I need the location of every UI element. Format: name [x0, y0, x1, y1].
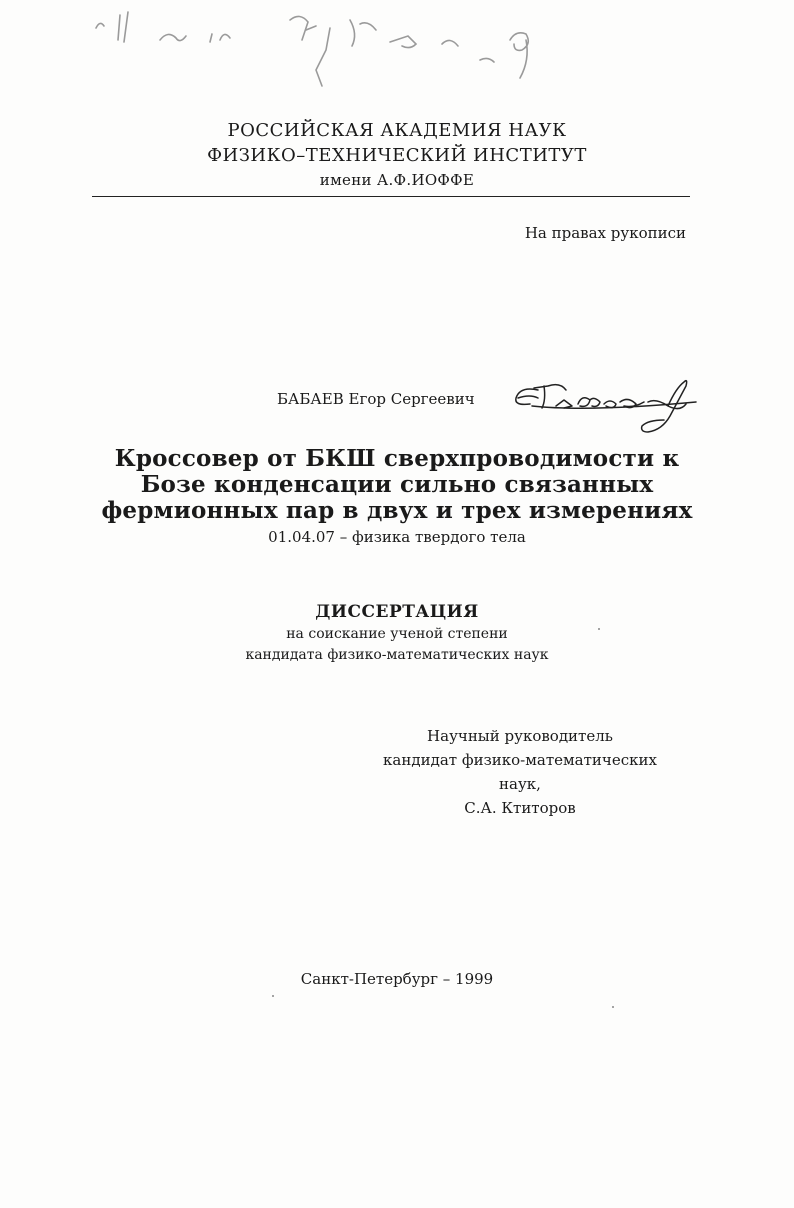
- supervisor-block: [360, 724, 680, 820]
- author-name: БАБАЕВ Егор Сергеевич: [277, 390, 475, 408]
- city-and-year: Санкт-Петербург – 1999: [300, 970, 494, 988]
- thesis-heading: ДИССЕРТАЦИЯ: [315, 602, 479, 622]
- header-divider: [92, 196, 690, 197]
- institute-name: ФИЗИКО–ТЕХНИЧЕСКИЙ ИНСТИТУТ: [207, 145, 587, 166]
- thesis-purpose: на соискание ученой степени: [286, 626, 508, 642]
- thesis-block: [0, 602, 794, 666]
- rights-note: На правах рукописи: [524, 224, 686, 242]
- supervisor-name: С.А. Ктиторов: [464, 799, 576, 817]
- supervisor-role: Научный руководитель: [427, 727, 613, 745]
- paper-speck: [598, 628, 600, 630]
- title-line-3: фермионных пар в двух и трех измерениях: [101, 497, 693, 524]
- academy-name: РОССИЙСКАЯ АКАДЕМИЯ НАУК: [227, 120, 567, 141]
- institution-header: [0, 118, 794, 193]
- supervisor-degree-line-2: наук,: [499, 775, 541, 793]
- handwritten-signature-icon: [508, 376, 703, 438]
- paper-speck: [272, 995, 274, 997]
- paper-speck: [612, 1006, 614, 1008]
- title-line-2: Бозе конденсации сильно связанных: [140, 471, 654, 498]
- specialty-code: 01.04.07 – физика твердого тела: [268, 528, 526, 546]
- title-line-1: Кроссовер от БКШ сверхпроводимости к: [114, 445, 680, 472]
- institute-named-after: имени А.Ф.ИОФФЕ: [319, 171, 475, 189]
- thesis-degree: кандидата физико-математических наук: [245, 647, 549, 663]
- dissertation-title: [0, 446, 794, 524]
- handwritten-archive-number-icon: [90, 0, 570, 90]
- supervisor-degree-line-1: кандидат физико-математических: [383, 751, 657, 769]
